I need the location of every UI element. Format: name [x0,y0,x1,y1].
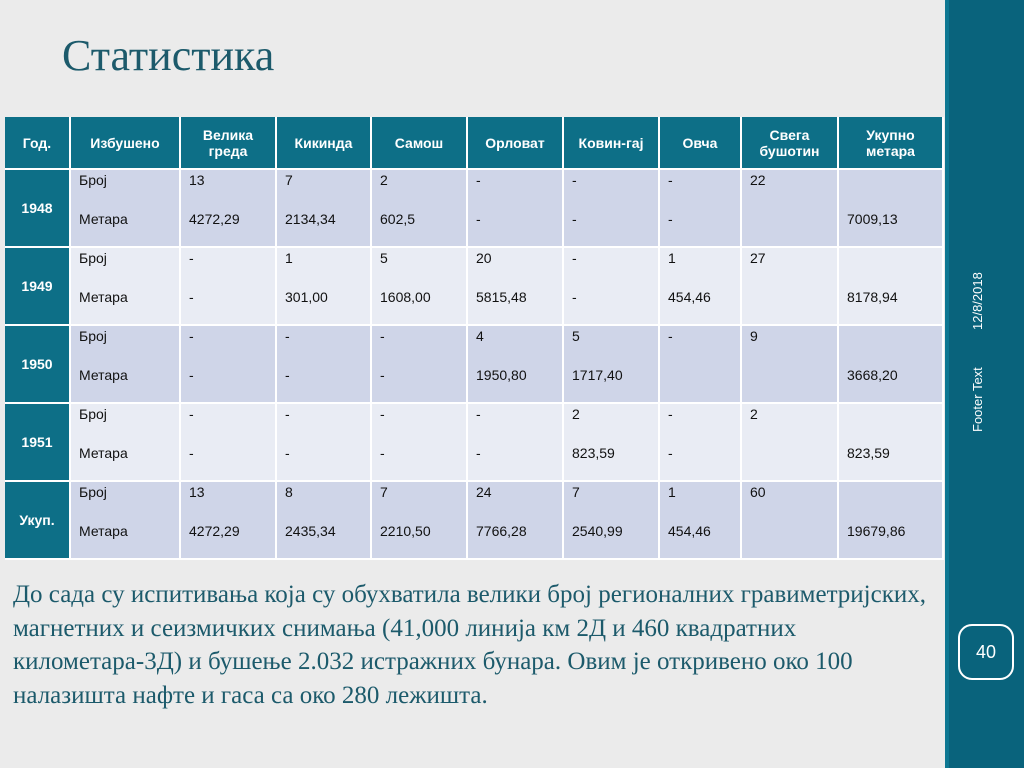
data-cell [468,170,564,248]
header-cell: Самош [372,117,468,170]
cell-meters: 823,59 [572,445,615,461]
cell-count: - [189,406,194,422]
cell-meters: - [380,367,385,383]
data-cell [277,326,372,404]
header-cell: Орловат [468,117,564,170]
cell-count: 9 [750,328,758,344]
year-cell: 1950 [5,326,71,404]
cell-meters: 2435,34 [285,523,336,539]
data-cell [742,404,839,482]
sidebar-edge [945,0,949,768]
cell-count: - [668,406,673,422]
cell-count: 8 [285,484,293,500]
cell-meters: 19679,86 [847,523,906,539]
cell-count: - [668,172,673,188]
data-cell [839,404,944,482]
label-cell [71,482,181,560]
cell-meters: - [476,445,481,461]
data-cell [564,482,660,560]
data-cell [742,248,839,326]
cell-count: 1 [668,250,676,266]
year-cell: 1949 [5,248,71,326]
label-top: Број [79,328,107,344]
cell-meters: - [189,289,194,305]
cell-count: 22 [750,172,766,188]
cell-count: - [476,406,481,422]
label-top: Број [79,172,107,188]
data-cell [660,170,742,248]
cell-count: 4 [476,328,484,344]
cell-meters: 8178,94 [847,289,898,305]
year-cell: Укуп. [5,482,71,560]
slide-date: 12/8/2018 [970,272,985,330]
data-cell [181,170,277,248]
data-cell [468,404,564,482]
data-cell [277,404,372,482]
header-cell: Овча [660,117,742,170]
cell-meters: - [189,445,194,461]
cell-meters: - [572,211,577,227]
label-top: Број [79,250,107,266]
data-cell [564,404,660,482]
data-cell [660,326,742,404]
cell-count: 2 [572,406,580,422]
data-cell [277,482,372,560]
data-cell [839,170,944,248]
cell-count: 13 [189,172,205,188]
header-cell: Кикинда [277,117,372,170]
data-cell [564,326,660,404]
header-cell: Год. [5,117,71,170]
cell-count: 1 [668,484,676,500]
data-cell [839,248,944,326]
cell-count: - [285,328,290,344]
cell-meters: 7009,13 [847,211,898,227]
label-bottom: Метара [79,523,128,539]
statistics-table [5,117,944,560]
label-cell [71,248,181,326]
label-bottom: Метара [79,211,128,227]
label-top: Број [79,406,107,422]
data-cell [277,170,372,248]
data-cell [742,326,839,404]
cell-meters: - [189,367,194,383]
cell-meters: 1608,00 [380,289,431,305]
cell-count: 7 [572,484,580,500]
table-header-row [5,117,944,170]
cell-count: - [285,406,290,422]
data-cell [277,248,372,326]
data-cell [372,248,468,326]
data-cell [839,482,944,560]
slide-footer: Footer Text [970,367,985,432]
cell-meters: - [476,211,481,227]
cell-count: - [189,250,194,266]
cell-meters: 1717,40 [572,367,623,383]
table-row [5,404,944,482]
header-cell: Велика греда [181,117,277,170]
cell-count: - [572,250,577,266]
cell-meters: 301,00 [285,289,328,305]
data-cell [564,248,660,326]
cell-count: - [189,328,194,344]
data-cell [468,482,564,560]
data-cell [181,404,277,482]
cell-count: 2 [750,406,758,422]
cell-meters: 2134,34 [285,211,336,227]
cell-count: 2 [380,172,388,188]
cell-count: 7 [285,172,293,188]
header-cell: Укупно метара [839,117,944,170]
cell-count: - [572,172,577,188]
cell-meters: - [380,445,385,461]
header-cell: Ковин-гај [564,117,660,170]
header-cell: Избушено [71,117,181,170]
page-number: 40 [958,624,1014,680]
cell-count: 1 [285,250,293,266]
data-cell [372,326,468,404]
data-cell [660,482,742,560]
cell-count: 20 [476,250,492,266]
label-bottom: Метара [79,445,128,461]
cell-meters: 3668,20 [847,367,898,383]
cell-meters: 2210,50 [380,523,431,539]
slide-title: Статистика [62,31,275,80]
label-bottom: Метара [79,367,128,383]
cell-count: - [380,328,385,344]
cell-meters: 5815,48 [476,289,527,305]
table-row [5,482,944,560]
year-cell: 1948 [5,170,71,248]
table-row [5,326,944,404]
cell-meters: 4272,29 [189,211,240,227]
table-body [5,170,944,560]
cell-meters: 602,5 [380,211,416,227]
data-cell [181,326,277,404]
cell-meters: - [668,211,673,227]
label-cell [71,326,181,404]
label-cell [71,170,181,248]
table-row [5,248,944,326]
data-cell [372,170,468,248]
data-cell [660,404,742,482]
cell-meters: 7766,28 [476,523,527,539]
cell-count: 24 [476,484,492,500]
cell-count: - [476,172,481,188]
data-cell [742,170,839,248]
cell-count: 5 [572,328,580,344]
cell-meters: - [668,445,673,461]
data-cell [372,404,468,482]
label-top: Број [79,484,107,500]
data-cell [742,482,839,560]
label-bottom: Метара [79,289,128,305]
cell-count: - [380,406,385,422]
cell-meters: 823,59 [847,445,890,461]
cell-count: 5 [380,250,388,266]
cell-count: 60 [750,484,766,500]
cell-count: 13 [189,484,205,500]
cell-count: - [668,328,673,344]
cell-count: 27 [750,250,766,266]
cell-meters: - [572,289,577,305]
data-cell [564,170,660,248]
data-cell [181,482,277,560]
cell-meters: 4272,29 [189,523,240,539]
cell-meters: 454,46 [668,523,711,539]
data-cell [468,326,564,404]
data-cell [660,248,742,326]
year-cell: 1951 [5,404,71,482]
cell-meters: - [285,367,290,383]
data-cell [372,482,468,560]
data-cell [181,248,277,326]
slide-body-text: До сада су испитивања која су обухватила велики број регионалних гравиметријских, магнетних и сеизмичких снимања (41,000 линија км 2Д и 460 квадратних километара-3Д) и бушење 2.032 истражних бунара. Овим је откривено око 100 налазишта нафте и гаса са око 280 лежишта. [13,581,927,709]
cell-meters: - [285,445,290,461]
header-cell: Свега бушотин [742,117,839,170]
cell-count: 7 [380,484,388,500]
label-cell [71,404,181,482]
data-cell [468,248,564,326]
table-row [5,170,944,248]
cell-meters: 454,46 [668,289,711,305]
cell-meters: 2540,99 [572,523,623,539]
data-cell [839,326,944,404]
cell-meters: 1950,80 [476,367,527,383]
